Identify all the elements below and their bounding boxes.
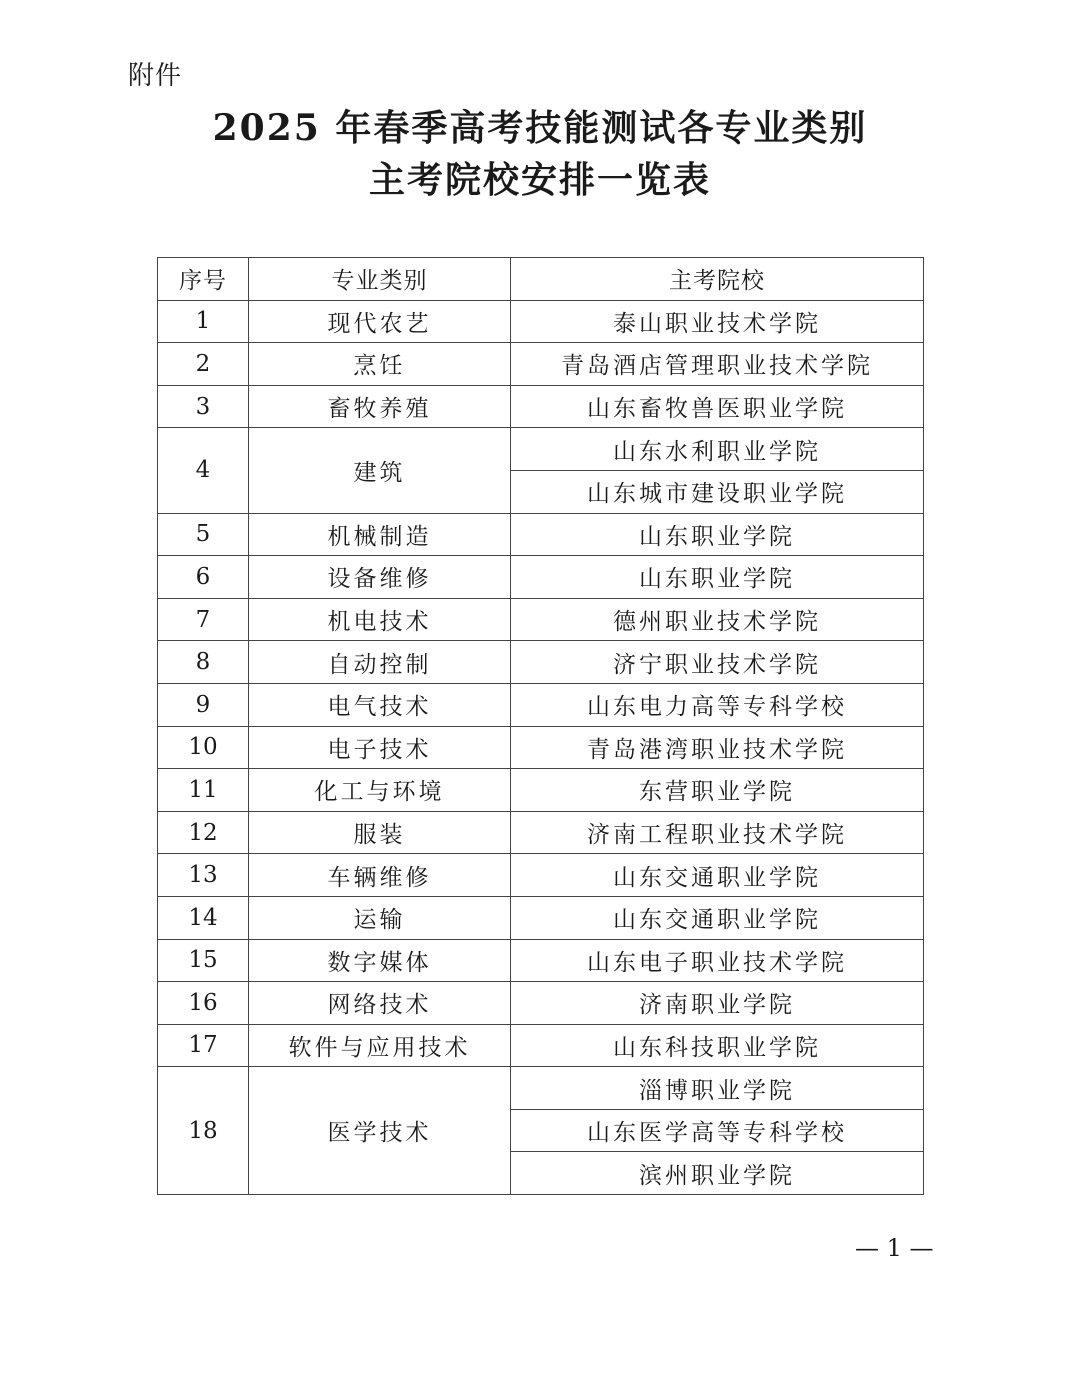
school-cell: 济南工程职业技术学院 xyxy=(511,811,924,854)
school-cell: 山东职业学院 xyxy=(511,513,924,556)
school-cell: 青岛港湾职业技术学院 xyxy=(511,726,924,769)
table-row xyxy=(158,683,924,726)
serial-number-cell: 12 xyxy=(158,811,249,854)
header-serial-number: 序号 xyxy=(158,258,249,301)
table-row xyxy=(158,726,924,769)
category-cell: 数字媒体 xyxy=(249,939,511,982)
category-cell: 电气技术 xyxy=(249,683,511,726)
serial-number-cell: 8 xyxy=(158,641,249,684)
category-cell: 网络技术 xyxy=(249,982,511,1025)
school-cell: 山东电力高等专科学校 xyxy=(511,683,924,726)
category-cell: 现代农艺 xyxy=(249,300,511,343)
school-cell: 济南职业学院 xyxy=(511,982,924,1025)
page-number: — 1 — xyxy=(855,1234,934,1262)
school-cell: 滨州职业学院 xyxy=(511,1152,924,1195)
page-title-line-1: 2025 年春季高考技能测试各专业类别 xyxy=(212,107,868,149)
school-cell: 山东交通职业学院 xyxy=(511,854,924,897)
serial-number-cell: 18 xyxy=(158,1067,249,1195)
category-cell: 设备维修 xyxy=(249,556,511,599)
table-row xyxy=(158,982,924,1025)
table-row xyxy=(158,641,924,684)
serial-number-cell: 3 xyxy=(158,385,249,428)
school-cell: 山东医学高等专科学校 xyxy=(511,1109,924,1152)
table-row xyxy=(158,343,924,386)
table-row xyxy=(158,939,924,982)
serial-number-cell: 17 xyxy=(158,1024,249,1067)
school-cell: 山东畜牧兽医职业学院 xyxy=(511,385,924,428)
category-cell: 建筑 xyxy=(249,428,511,513)
table-row xyxy=(158,811,924,854)
table-row xyxy=(158,598,924,641)
school-cell: 山东电子职业技术学院 xyxy=(511,939,924,982)
table-row xyxy=(158,556,924,599)
serial-number-cell: 16 xyxy=(158,982,249,1025)
school-cell: 青岛酒店管理职业技术学院 xyxy=(511,343,924,386)
table-row xyxy=(158,854,924,897)
table-row xyxy=(158,769,924,812)
serial-number-cell: 14 xyxy=(158,896,249,939)
school-cell: 山东交通职业学院 xyxy=(511,896,924,939)
category-cell: 自动控制 xyxy=(249,641,511,684)
table-row xyxy=(158,385,924,428)
category-cell: 车辆维修 xyxy=(249,854,511,897)
category-cell: 服装 xyxy=(249,811,511,854)
serial-number-cell: 10 xyxy=(158,726,249,769)
category-cell: 化工与环境 xyxy=(249,769,511,812)
attachment-label: 附件 xyxy=(128,61,183,91)
category-cell: 运输 xyxy=(249,896,511,939)
school-cell: 山东城市建设职业学院 xyxy=(511,470,924,513)
school-cell: 德州职业技术学院 xyxy=(511,598,924,641)
category-cell: 机电技术 xyxy=(249,598,511,641)
serial-number-cell: 1 xyxy=(158,300,249,343)
page-title-line-2: 主考院校安排一览表 xyxy=(368,159,711,201)
category-cell: 医学技术 xyxy=(249,1067,511,1195)
category-cell: 畜牧养殖 xyxy=(249,385,511,428)
school-cell: 山东职业学院 xyxy=(511,556,924,599)
serial-number-cell: 11 xyxy=(158,769,249,812)
serial-number-cell: 13 xyxy=(158,854,249,897)
school-cell: 济宁职业技术学院 xyxy=(511,641,924,684)
school-cell: 山东水利职业学院 xyxy=(511,428,924,471)
category-cell: 电子技术 xyxy=(249,726,511,769)
school-cell: 东营职业学院 xyxy=(511,769,924,812)
category-cell: 机械制造 xyxy=(249,513,511,556)
school-cell: 泰山职业技术学院 xyxy=(511,300,924,343)
serial-number-cell: 4 xyxy=(158,428,249,513)
header-category: 专业类别 xyxy=(249,258,511,301)
category-cell: 软件与应用技术 xyxy=(249,1024,511,1067)
serial-number-cell: 5 xyxy=(158,513,249,556)
exam-schedule-table xyxy=(157,257,924,1195)
table-row xyxy=(158,300,924,343)
table-row xyxy=(158,428,924,471)
table-header-row xyxy=(158,258,924,301)
header-school: 主考院校 xyxy=(511,258,924,301)
serial-number-cell: 15 xyxy=(158,939,249,982)
serial-number-cell: 2 xyxy=(158,343,249,386)
table-body xyxy=(158,300,924,1194)
table-row xyxy=(158,513,924,556)
serial-number-cell: 7 xyxy=(158,598,249,641)
table-row xyxy=(158,1067,924,1110)
school-cell: 淄博职业学院 xyxy=(511,1067,924,1110)
serial-number-cell: 6 xyxy=(158,556,249,599)
category-cell: 烹饪 xyxy=(249,343,511,386)
serial-number-cell: 9 xyxy=(158,683,249,726)
table-row xyxy=(158,1024,924,1067)
school-cell: 山东科技职业学院 xyxy=(511,1024,924,1067)
table-row xyxy=(158,896,924,939)
